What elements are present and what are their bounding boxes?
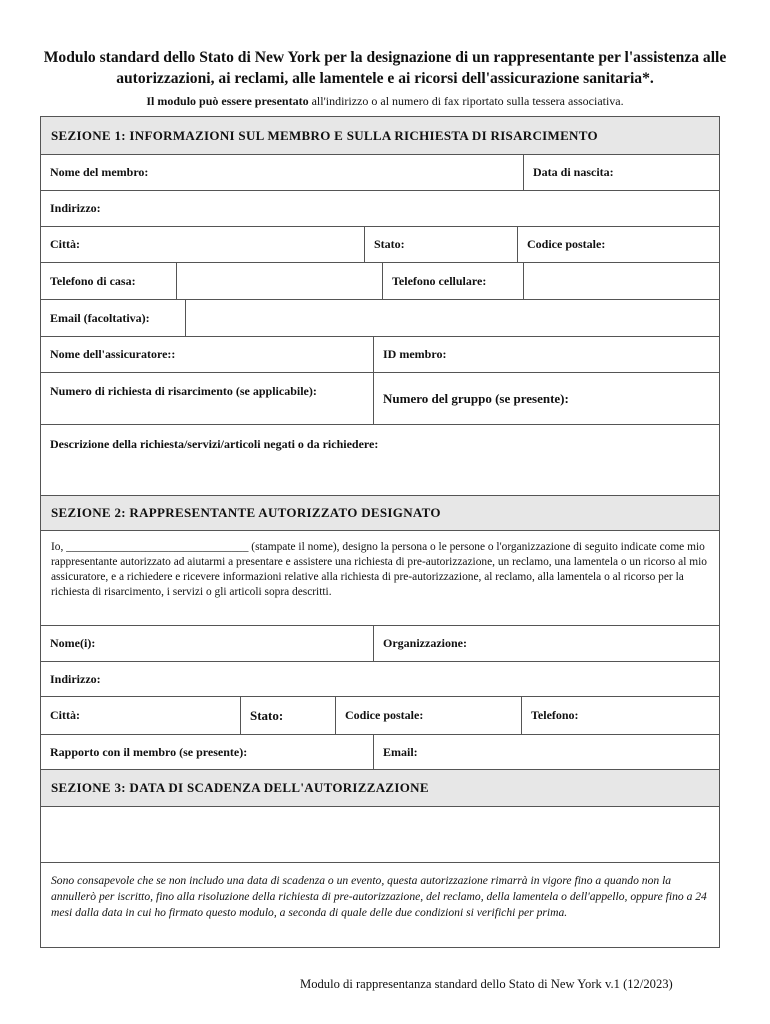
insurer-name-field[interactable]: Nome dell'assicuratore:: [50,347,176,361]
submission-note [20,94,750,109]
rep-city-row [41,696,719,734]
expiration-input-row [41,806,719,862]
cell-phone-input[interactable] [523,263,719,299]
member-row [41,154,719,190]
expiration-note-row [41,862,719,947]
member-email-label: Email (facoltativa): [50,310,150,325]
description-row [41,424,719,495]
footer-version: Modulo di rappresentanza standard dello Stato di New York v.1 (12/2023) [300,977,673,991]
section1-header-row [41,117,719,154]
member-address-row [41,190,719,226]
member-name-field[interactable]: Nome del membro: [50,165,149,179]
claim-number-field[interactable]: Numero di richiesta di risarcimento (se applicabile): [50,384,317,398]
claim-row [41,372,719,424]
description-field[interactable]: Descrizione della richiesta/servizi/articoli negati o da richiedere: [50,437,379,451]
expiration-date-input[interactable] [41,807,719,862]
rep-address-row [41,661,719,696]
cell-phone-label: Telefono cellulare: [382,263,523,299]
section3-heading: SEZIONE 3: DATA DI SCADENZA DELL'AUTORIZZAZIONE [41,770,719,806]
expiration-note: Sono consapevole che se non includo una data di scadenza o un evento, questa autorizzazione rimarrà in vigore fino a quando non la annullerò per iscritto, fino alla risoluzione della richiesta di pre-autorizzazione, del reclamo, della lamentela o dell'appello, oppure fino a 24 mesi dalla data in cui ho firmato questo modulo, a seconda di quale delle due condizioni si verifichi per prima. [51,874,707,919]
rep-address-field[interactable]: Indirizzo: [50,671,101,686]
rep-relationship-row [41,734,719,769]
member-address-field[interactable]: Indirizzo: [50,201,101,215]
submission-note-bold: Il modulo può essere presentato [146,94,309,108]
insurer-row [41,336,719,372]
section3-header-row [41,769,719,806]
member-city-field[interactable]: Città: [50,237,80,251]
rep-names-field[interactable]: Nome(i): [50,636,96,650]
rep-organization-field[interactable]: Organizzazione: [373,626,719,661]
representative-form [40,116,720,948]
home-phone-input[interactable] [176,263,382,299]
section2-heading: SEZIONE 2: RAPPRESENTANTE AUTORIZZATO DESIGNATO [41,496,719,530]
group-number-field[interactable]: Numero del gruppo (se presente): [373,373,719,424]
designation-row [41,530,719,625]
member-email-input[interactable] [185,300,719,336]
section1-heading: SEZIONE 1: INFORMAZIONI SUL MEMBRO E SULLA RICHIESTA DI RISARCIMENTO [41,117,719,154]
birth-date-field[interactable]: Data di nascita: [523,155,719,190]
member-id-field[interactable]: ID membro: [373,337,719,372]
home-phone-label: Telefono di casa: [50,273,136,288]
rep-name-row [41,625,719,661]
designation-paragraph: Io, ________________________________ (stampate il nome), designo la persona o le persone o l'organizzazione di seguito indicate come mio rappresentante autorizzato ad aiutarmi a presentare e assistere una richiesta di pre-autorizzazione, un reclamo, una lamentela o un ricorso al mio assicuratore, e a richiedere e ricevere informazioni relative alla richiesta di pre-autorizzazione, al reclamo, alla lamentela o al ricorso per la richiesta di risarcimento, i servizi o gli articoli sopra descritti. [51,541,707,598]
member-city-row [41,226,719,262]
rep-city-field[interactable]: Città: [50,708,80,722]
phone-row [41,262,719,299]
rep-email-field[interactable]: Email: [373,735,719,769]
rep-state-field[interactable]: Stato: [240,697,335,734]
submission-note-rest: all'indirizzo o al numero di fax riportato sulla tessera associativa. [308,94,624,108]
form-title: Modulo standard dello Stato di New York per la designazione di un rappresentante per l'assistenza alle autorizzazioni, ai reclami, alle lamentele e ai ricorsi dell'assicurazione sanitaria*. [43,49,727,87]
rep-phone-field[interactable]: Telefono: [521,697,719,734]
member-email-row [41,299,719,336]
rep-zip-field[interactable]: Codice postale: [335,697,521,734]
relationship-field[interactable]: Rapporto con il membro (se presente): [50,744,248,759]
member-state-field[interactable]: Stato: [364,227,517,262]
section2-header-row [41,495,719,530]
member-zip-field[interactable]: Codice postale: [517,227,719,262]
